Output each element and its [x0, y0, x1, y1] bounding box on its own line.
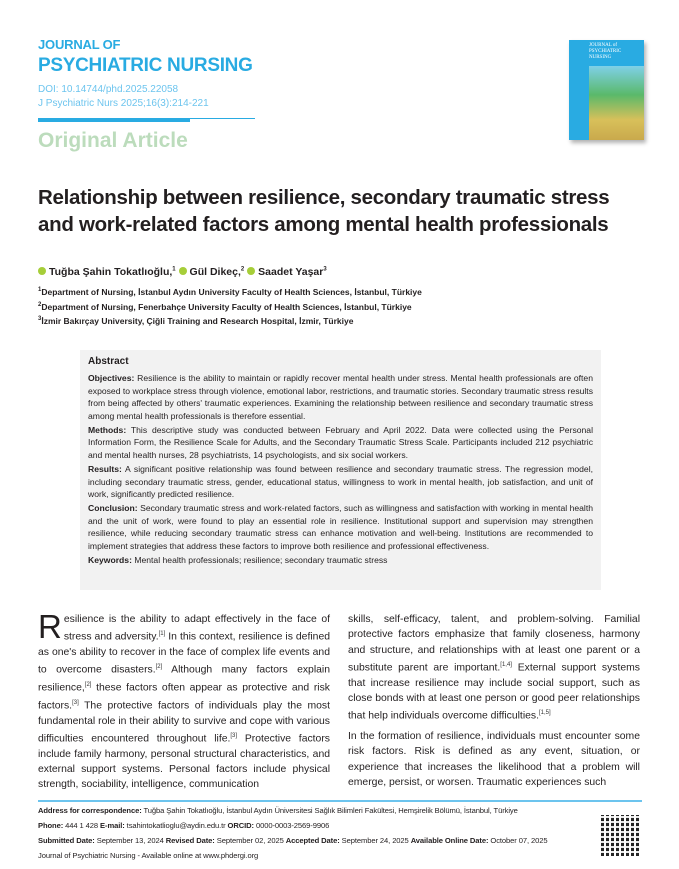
abstract-heading: Abstract	[88, 356, 129, 367]
body-paragraph: skills, self-efficacy, talent, and problem-solving. Familial protective factors emphasize that family closeness, harmony and structure, and relationships with at least one parent or a substitute parent are important.[1,4] External support systems that increase resilience may include social support, such as close bonds with at least one person or good peer relationships that help individuals overcome difficulties.[1,5]	[348, 614, 640, 722]
journal-name-line1: JOURNAL OF	[38, 37, 121, 52]
orcid-icon[interactable]	[38, 267, 46, 275]
affiliation: $^1$Department of Nursing, İstanbul Aydın University Faculty of Health Sciences, İstanbul, Türkiye	[38, 287, 422, 297]
cover-title: JOURNAL of PSYCHIATRIC NURSING	[589, 43, 622, 60]
author: Tuğba Şahin Tokatlıoğlu,$^1$	[38, 266, 176, 278]
body-paragraph: In the formation of resilience, individuals must encounter some risk factors. Risk is defined as any event, situation, or experience that increases the likelihood that a problem will emerge, persist, or worsen. Traumatic experiences such	[348, 731, 640, 788]
header-rule-thick	[38, 118, 190, 122]
author: Gül Dikeç,$^2$	[179, 266, 245, 278]
author: Saadet Yaşar$^3$	[247, 266, 327, 278]
orcid-icon[interactable]	[179, 267, 187, 275]
affiliation: $^3$İzmir Bakırçay University, Çiğli Training and Research Hospital, İzmir, Türkiye	[38, 316, 354, 326]
footer-rule	[38, 800, 642, 802]
correspondence-address: Address for correspondence: Tuğba Şahin Tokatlıoğlu, İstanbul Aydın Üniversitesi Sağlık Bilimleri Fakültesi, Hemşirelik Bölümü, İstanbul, Türkiye	[38, 806, 518, 815]
affiliation: $^2$Department of Nursing, Fenerbahçe University Faculty of Health Sciences, İstanbul, Türkiye	[38, 302, 412, 312]
orcid-icon[interactable]	[247, 267, 255, 275]
abstract-objectives: Objectives: Resilience is the ability to maintain or rapidly recover mental health under stress. Mental health professionals are often exposed to workplace stress through violence, emotional labor, restrictions, and traumatic stories. Secondary traumatic stress results from being affected by others' traumatic experiences. Examining the relationship between resilience and secondary traumatic stress among mental health professionals is therefore essential.	[88, 373, 593, 421]
journal-name-line2: PSYCHIATRIC NURSING	[38, 55, 253, 76]
author-list	[38, 266, 327, 278]
abstract-box	[80, 350, 601, 590]
qr-code-icon	[601, 815, 641, 856]
body-column-right	[348, 612, 640, 795]
citation: J Psychiatric Nurs 2025;16(3):214-221	[38, 98, 209, 109]
body-column-left	[38, 608, 330, 798]
journal-cover-image	[569, 40, 644, 140]
article-title: Relationship between resilience, secondary traumatic stress and work-related factors among mental health professionals	[38, 186, 610, 236]
abstract-conclusion: Conclusion: Secondary traumatic stress and work-related factors, such as willingness and satisfaction with working in mental health and the unit of work, were found to play an essential role in resilience. Institutional support and supervision may strengthen resilience, while reducing secondary traumatic stress can enhance motivation and well-being. Institutions are recommended to implement strategies that address these factors to improve both resilience and professional effectiveness.	[88, 503, 593, 551]
drop-cap: R	[38, 608, 62, 645]
article-type: Original Article	[38, 129, 188, 152]
abstract-keywords: Keywords: Mental health professionals; resilience; secondary traumatic stress	[88, 555, 388, 566]
abstract-results: Results: A significant positive relationship was found between resilience and secondary traumatic stress. The regression model, including secondary traumatic stress, gender, educational status, willingness to work in mental health, job satisfaction, and unit of work, significantly predicted resilience.	[88, 464, 593, 500]
journal-availability: Journal of Psychiatric Nursing - Available online at www.phdergi.org	[38, 851, 259, 860]
contact-info: Phone: 444 1 428 E-mail: tsahintokatlioglu@aydin.edu.tr ORCID: 0000-0003-2569-9906	[38, 821, 330, 830]
body-paragraph: Resilience is the ability to adapt effectively in the face of stress and adversity.[1] In this context, resilience is defined as one's ability to recover in the face of complex life events and to overcome disasters.[2] Although many factors explain resilience,[2] these factors often appear as protective and risk factors.[3] The protective factors of individuals play the most fundamental role in their ability to survive and cope with various difficulties encountered throughout life.[3] Protective factors include family harmony, personal structural characteristics, and external support systems. Personal factors include physical strength, sociability, intelligence, communication	[38, 608, 330, 791]
doi[interactable]: DOI: 10.14744/phd.2025.22058	[38, 84, 179, 95]
article-dates: Submitted Date: September 13, 2024 Revised Date: September 02, 2025 Accepted Date: September 24, 2025 Available Online Date: October 07, 2025	[38, 836, 548, 845]
abstract-methods: Methods: This descriptive study was conducted between February and April 2022. Data were collected using the Personal Information Form, the Resilience Scale for Adults, and the Secondary Traumatic Stress Scale. Participants included 212 psychiatric and mental health nurses, 28 psychiatrists, 14 psychologists, and six social workers.	[88, 425, 593, 460]
